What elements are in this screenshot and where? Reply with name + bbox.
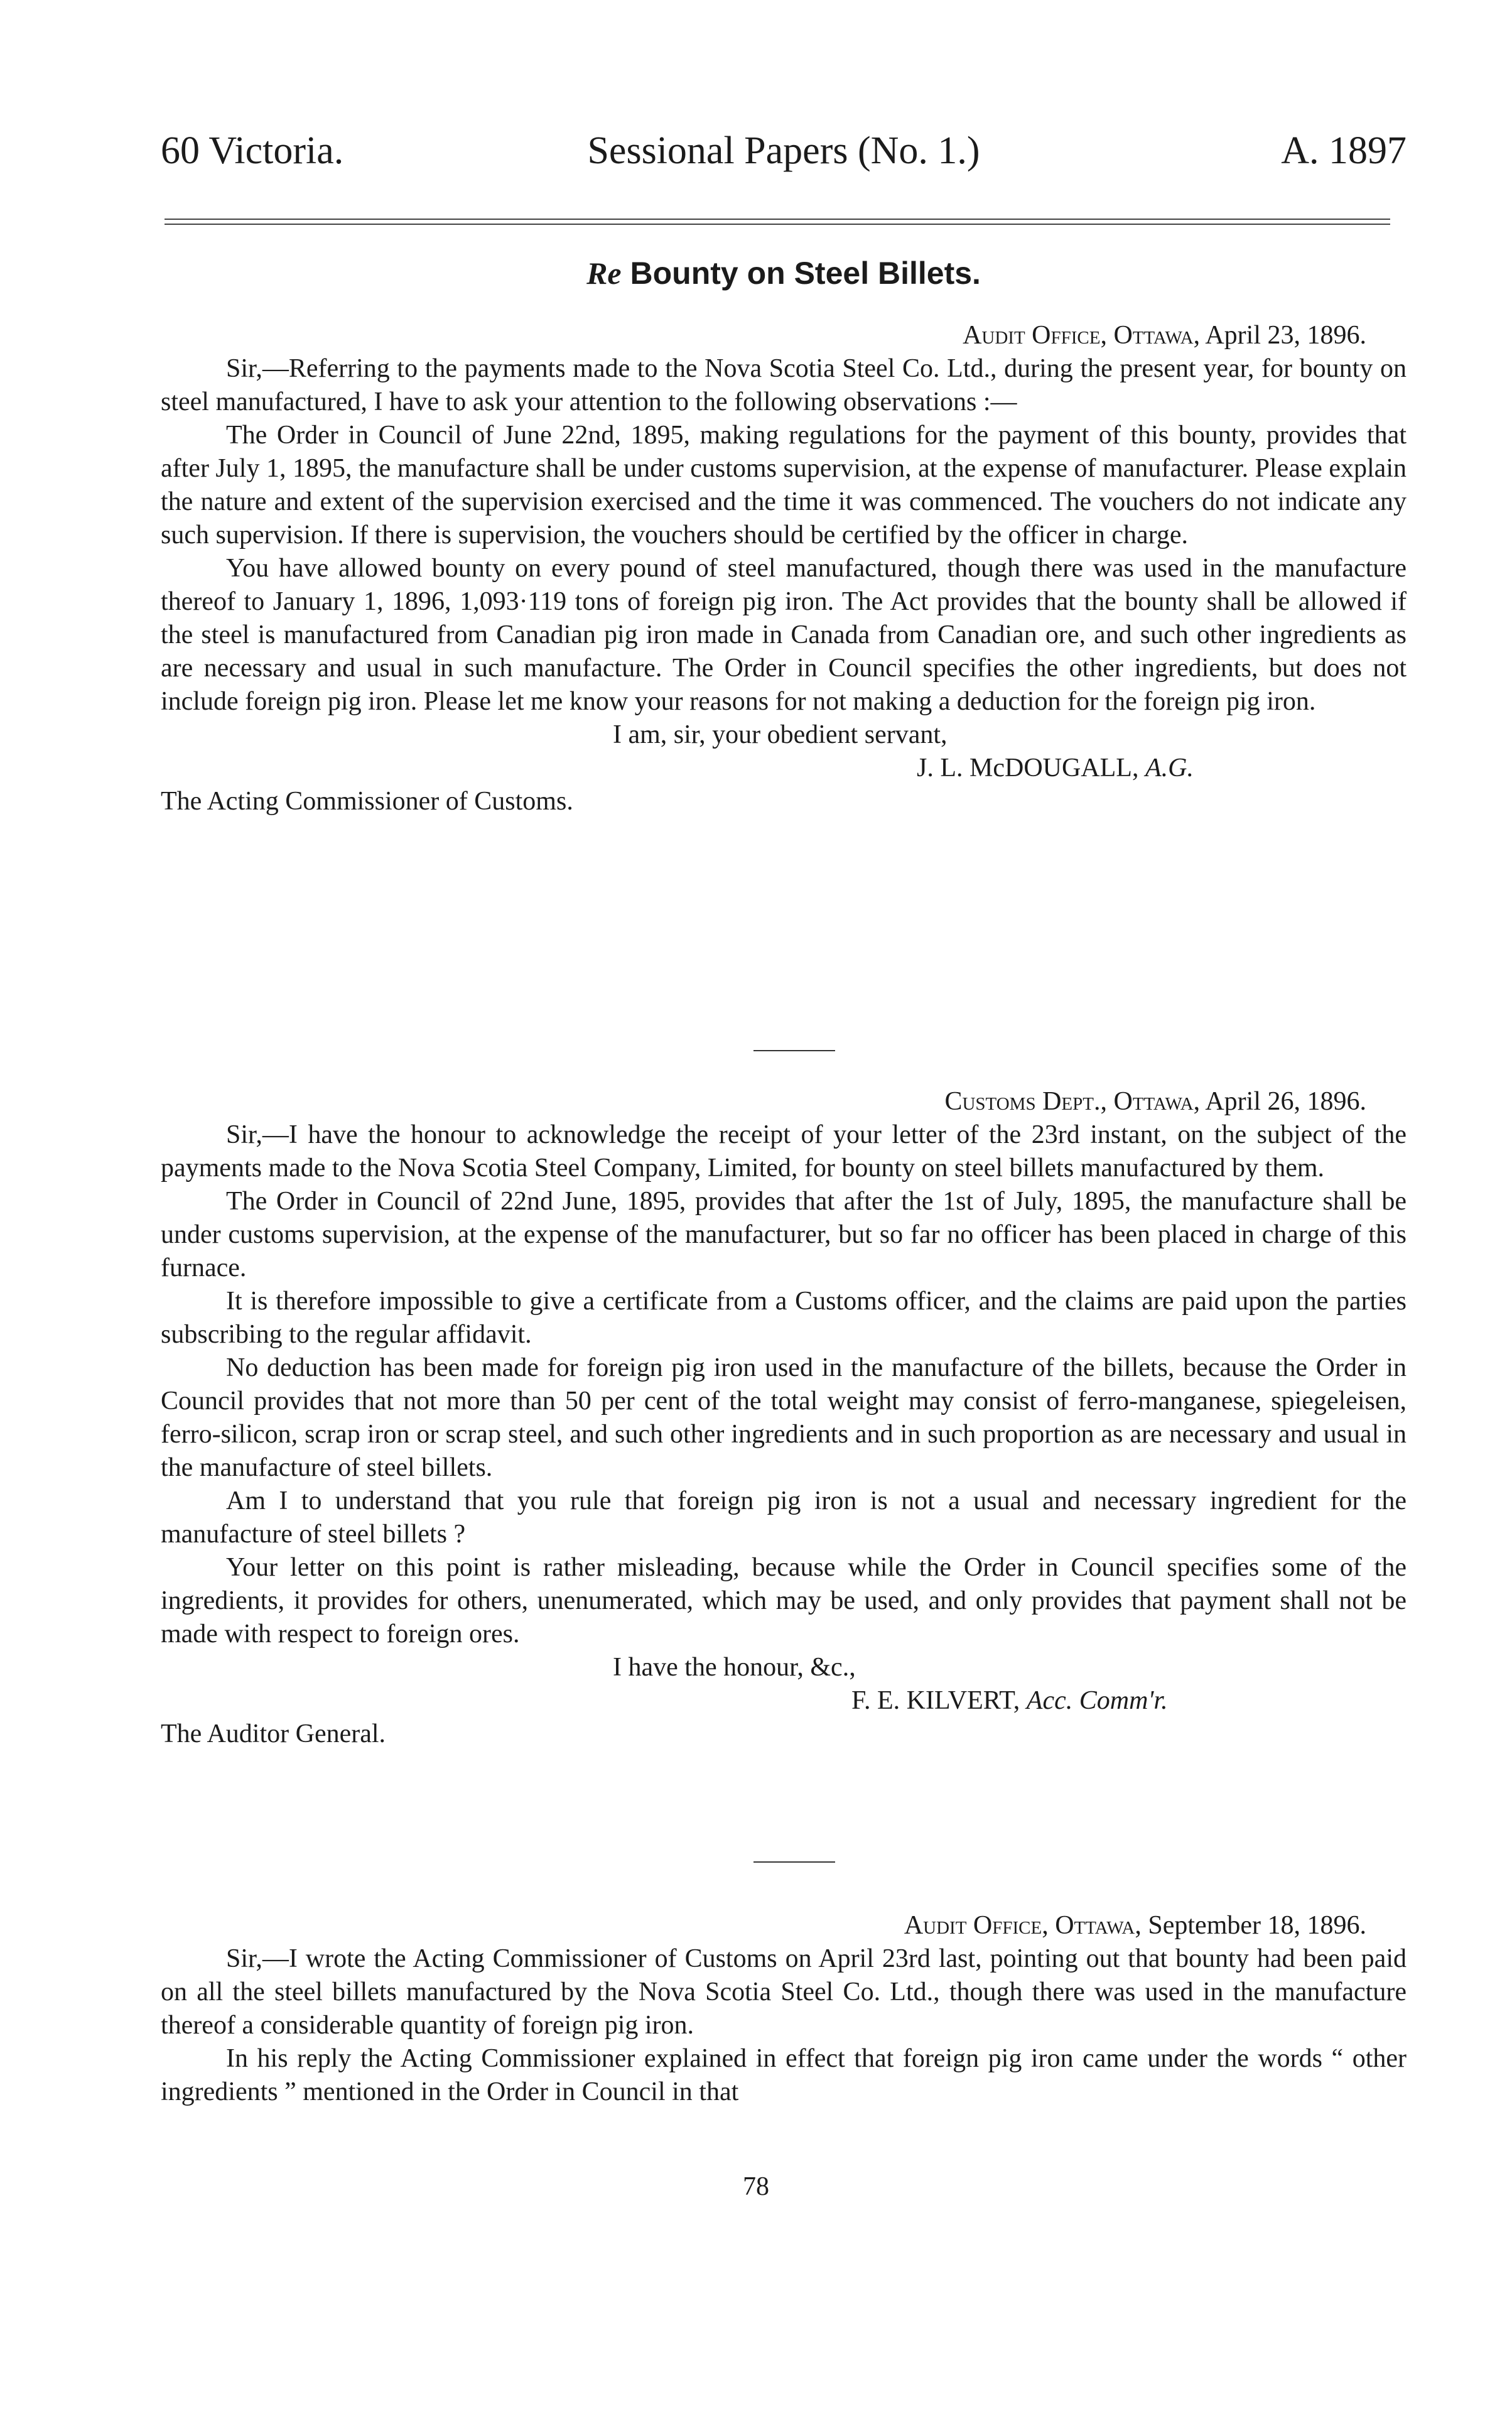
letter-1-paragraph: The Order in Council of June 22nd, 1895, making regulations for the payment of this bounty, provides that after July 1, 1895, the manufacture shall be under customs supervision, at the expense of manufacturer. Please explain the nature and extent of the supervision exercised and the time it was commenced. The vouchers do not indicate any such supervision. If there is supervision, the vouchers should be certified by the officer in charge. [161, 421, 1407, 549]
letter-1 [161, 319, 1407, 818]
letter-2-paragraph: It is therefore impossible to give a certificate from a Customs officer, and the claims are paid upon the parties subscribing to the regular affidavit. [161, 1287, 1407, 1349]
letter-2 [161, 1085, 1407, 1751]
document-title [161, 251, 1407, 295]
letter-2-paragraph: The Order in Council of 22nd June, 1895, provides that after the 1st of July, 1895, the manufacture shall be under customs supervision, at the expense of the manufacturer, but so far no officer has been placed in charge of this furnace. [161, 1187, 1407, 1282]
letter-1-paragraph: Sir,—Referring to the payments made to the Nova Scotia Steel Co. Ltd., during the present year, for bounty on steel manufactured, I have to ask your attention to the following observations :— [161, 354, 1407, 416]
letter-2-paragraph: Your letter on this point is rather misleading, because while the Order in Council specifies some of the ingredients, it provides for others, unenumerated, which may be used, and only provides that payment shall not be made with respect to foreign ores. [161, 1553, 1407, 1648]
letter-2-paragraph: Sir,—I have the honour to acknowledge the receipt of your letter of the 23rd instant, on the subject of the payments made to the Nova Scotia Steel Company, Limited, for bounty on steel billets manufactured by them. [161, 1120, 1407, 1183]
header-rule-bottom [165, 224, 1390, 225]
letter-1-signature: J. L. McDOUGALL, A.G. [917, 754, 1194, 782]
letter-1-dateline: Audit Office, Ottawa, April 23, 1896. [963, 321, 1366, 350]
header-rule-top [165, 219, 1390, 220]
letter-2-paragraph: Am I to understand that you rule that foreign pig iron is not a usual and necessary ingredient for the manufacture of steel billets ? [161, 1486, 1407, 1549]
letter-1-paragraph: You have allowed bounty on every pound of steel manufactured, though there was used in the manufacture thereof to January 1, 1896, 1,093·119 tons of foreign pig iron. The Act provides that the bounty shall be allowed if the steel is manufactured from Canadian pig iron made in Canada from Canadian ore, and such other ingredients as are necessary and usual in such manufacture. The Order in Council specifies the other ingredients, but does not include foreign pig iron. Please let me know your reasons for not making a deduction for the foreign pig iron. [161, 554, 1407, 716]
letter-1-closing: I am, sir, your obedient servant, [613, 720, 948, 749]
header-session: 60 Victoria. [161, 129, 344, 172]
letter-2-dateline: Customs Dept., Ottawa, April 26, 1896. [944, 1087, 1366, 1116]
letter-2-closing: I have the honour, &c., [613, 1653, 856, 1682]
letter-3-paragraph: Sir,—I wrote the Acting Commissioner of Customs on April 23rd last, pointing out that bounty had been paid on all the steel billets manufactured by the Nova Scotia Steel Co. Ltd., though there was used in the manufacture thereof a considerable quantity of foreign pig iron. [161, 1944, 1407, 2040]
letter-3-paragraph: In his reply the Acting Commissioner explained in effect that foreign pig iron came under the words “ other ingredients ” mentioned in the Order in Council in that [161, 2044, 1407, 2106]
page-number: 78 [743, 2172, 769, 2201]
header-year: A. 1897 [1281, 129, 1407, 172]
section-divider [753, 1050, 835, 1051]
letter-3-dateline: Audit Office, Ottawa, September 18, 1896. [904, 1911, 1366, 1940]
section-divider [753, 1861, 835, 1863]
running-header [161, 126, 1407, 176]
letter-1-addressee: The Acting Commissioner of Customs. [161, 787, 573, 816]
header-publication: Sessional Papers (No. 1.) [587, 129, 980, 172]
title-main: Bounty on Steel Billets. [630, 256, 981, 291]
letter-2-addressee: The Auditor General. [161, 1719, 386, 1748]
title-prefix: Re [586, 256, 622, 291]
letter-2-paragraph: No deduction has been made for foreign pig iron used in the manufacture of the billets, because the Order in Council provides that not more than 50 per cent of the total weight may consist of ferro-manganese, spiegeleisen, ferro-silicon, scrap iron or scrap steel, and such other ingredients and in such proportion as are necessary and usual in the manufacture of steel billets. [161, 1353, 1407, 1482]
letter-3 [161, 1909, 1407, 2109]
letter-2-signature: F. E. KILVERT, Acc. Comm'r. [851, 1686, 1168, 1715]
